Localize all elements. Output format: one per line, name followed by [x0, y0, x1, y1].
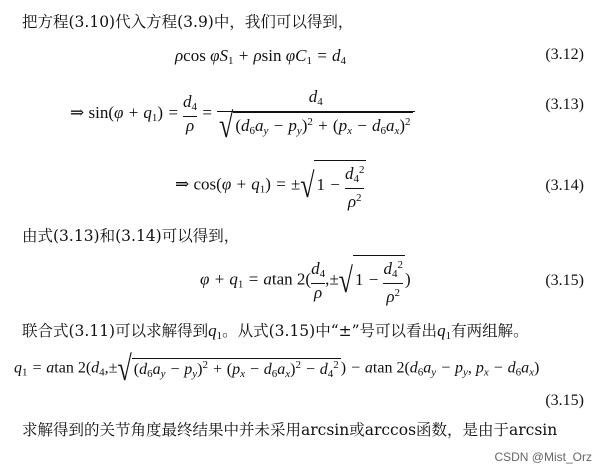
q1-letter-2: q: [437, 321, 446, 340]
solution-line: [22, 321, 529, 346]
equation-3-14: ⇒ $\cos(\varphi + q_1)$ = ±√ 1 − $\frac{d_4^2}{\rho^2}$: [175, 160, 366, 211]
derivation-line: 由式(3.13)和(3.14)可以得到，: [22, 227, 240, 245]
equation-q1-solution: $q_1 = atan$ $2(d_4,\pm√$ $(d_6a_y - p_y)^2 + (p_x - d_6a_x)^2 - d_4^2$ ) − atan $2(d_6a_y - p_y$, $p_x - d_6a_x$): [14, 348, 540, 388]
solution-line-mid: 。从式(3.15)中“±”号可以看出: [222, 322, 438, 340]
equation-number-3-12: (3.12): [545, 46, 584, 63]
equation-3-13: ⇒ $\sin(\varphi + q_1)$ = $\frac{d_4}{\rho}$ = $\frac{d_4}{√ (d_6a_y - p_y)^2 + (p_x - d_6a_x)^2}$: [70, 88, 415, 140]
q1-symbol-2: [437, 321, 451, 340]
closing-line: 求解得到的关节角度最终结果中并未采用arcsin或arccos函数，是由于arcsin: [22, 421, 558, 439]
q1-symbol: [208, 321, 222, 340]
equation-3-12: ρcos $\varphi S_1 + \rho\sin$ $\varphi C_1 = d_4$: [175, 46, 346, 67]
solution-line-prefix: 联合式(3.11)可以求解得到: [22, 322, 209, 340]
equation-number-3-14: (3.14): [545, 177, 584, 194]
equation-number-3-15: (3.15): [545, 272, 584, 289]
intro-line: 把方程(3.10)代入方程(3.9)中，我们可以得到，: [22, 13, 354, 31]
watermark: CSDN @Mist_Orz: [494, 450, 592, 464]
q1-letter: q: [208, 321, 217, 340]
q1-subscript: 1: [216, 330, 223, 342]
solution-line-suffix: 有两组解。: [451, 322, 529, 340]
q1-subscript-2: 1: [445, 330, 452, 342]
equation-number-3-15-repeat: (3.15): [545, 392, 584, 409]
equation-3-15: $\varphi + q_1 = atan$ 2( $\frac{d_4}{\rho}$ ,±√ 1 − $\frac{d_4^2}{\rho^2}$ ): [200, 255, 411, 306]
equation-number-3-13: (3.13): [545, 96, 584, 113]
